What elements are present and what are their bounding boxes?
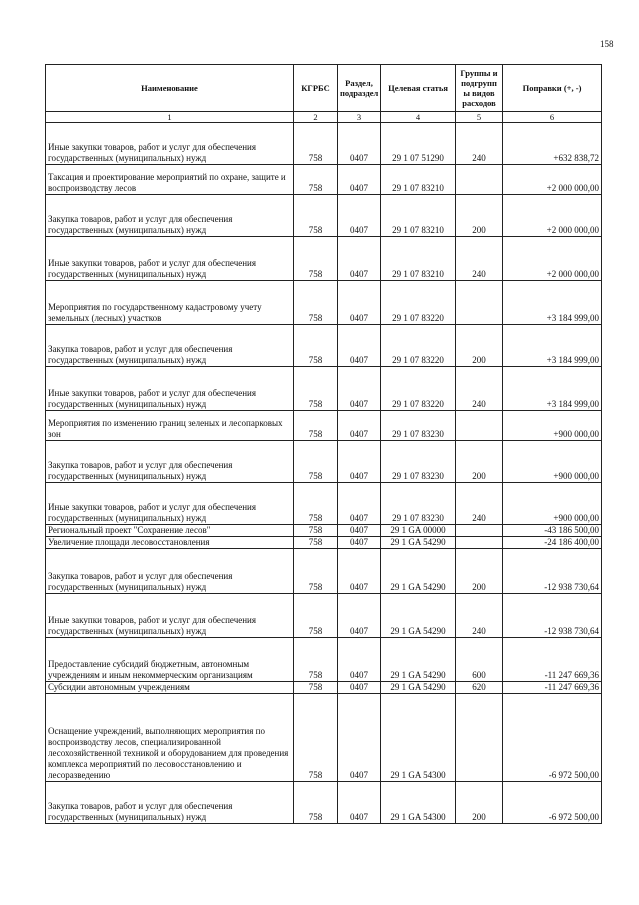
header-number: 4 [381, 112, 456, 123]
row-section: 0407 [338, 165, 381, 195]
row-kgrbs: 758 [294, 483, 338, 525]
row-group [456, 694, 503, 782]
row-amount: -12 938 730,64 [503, 594, 602, 638]
row-section: 0407 [338, 281, 381, 325]
row-group: 240 [456, 594, 503, 638]
row-kgrbs: 758 [294, 694, 338, 782]
row-target: 29 1 GA 54290 [381, 594, 456, 638]
row-amount: +3 184 999,00 [503, 325, 602, 367]
row-target: 29 1 07 83230 [381, 441, 456, 483]
table-row [46, 694, 602, 782]
row-amount: -43 186 500,00 [503, 525, 602, 537]
row-target: 29 1 07 83230 [381, 483, 456, 525]
row-amount: -6 972 500,00 [503, 694, 602, 782]
row-section: 0407 [338, 195, 381, 237]
row-kgrbs: 758 [294, 281, 338, 325]
row-group: 200 [456, 195, 503, 237]
row-kgrbs: 758 [294, 782, 338, 824]
header-number: 1 [46, 112, 294, 123]
row-target: 29 1 GA 54290 [381, 537, 456, 549]
row-section: 0407 [338, 682, 381, 694]
row-section: 0407 [338, 123, 381, 165]
row-target: 29 1 07 51290 [381, 123, 456, 165]
header-section: Раздел, подраздел [338, 65, 381, 112]
table-row [46, 123, 602, 165]
row-section: 0407 [338, 549, 381, 594]
row-name: Таксация и проектирование мероприятий по охране, защите и воспроизводству лесов [46, 165, 294, 195]
header-number: 3 [338, 112, 381, 123]
row-amount: +3 184 999,00 [503, 367, 602, 411]
row-section: 0407 [338, 537, 381, 549]
row-kgrbs: 758 [294, 549, 338, 594]
row-group: 200 [456, 782, 503, 824]
row-group: 200 [456, 325, 503, 367]
row-section: 0407 [338, 638, 381, 682]
row-section: 0407 [338, 441, 381, 483]
row-name: Субсидии автономным учреждениям [46, 682, 294, 694]
header-number: 6 [503, 112, 602, 123]
header-kgrbs: КГРБС [294, 65, 338, 112]
row-group [456, 525, 503, 537]
row-name: Иные закупки товаров, работ и услуг для обеспечения государственных (муниципальных) нужд [46, 483, 294, 525]
row-name: Региональный проект "Сохранение лесов" [46, 525, 294, 537]
row-name: Мероприятия по изменению границ зеленых и лесопарковых зон [46, 411, 294, 441]
table-row [46, 638, 602, 682]
row-group [456, 281, 503, 325]
table-row [46, 237, 602, 281]
row-target: 29 1 GA 54290 [381, 549, 456, 594]
row-kgrbs: 758 [294, 525, 338, 537]
row-target: 29 1 07 83220 [381, 281, 456, 325]
row-amount: -6 972 500,00 [503, 782, 602, 824]
row-group [456, 411, 503, 441]
table-row [46, 411, 602, 441]
row-section: 0407 [338, 483, 381, 525]
row-name: Иные закупки товаров, работ и услуг для обеспечения государственных (муниципальных) нужд [46, 237, 294, 281]
header-row [46, 65, 602, 112]
row-kgrbs: 758 [294, 594, 338, 638]
table-row [46, 165, 602, 195]
row-group: 200 [456, 549, 503, 594]
row-kgrbs: 758 [294, 123, 338, 165]
row-name: Мероприятия по государственному кадастровому учету земельных (лесных) участков [46, 281, 294, 325]
row-name: Оснащение учреждений, выполняющих мероприятия по воспроизводству лесов, специализированной лесохозяйственной техникой и оборудованием для проведения комплекса мероприятий по лесовосстановлению и лесоразведению [46, 694, 294, 782]
row-section: 0407 [338, 594, 381, 638]
row-amount: +900 000,00 [503, 411, 602, 441]
table-row [46, 325, 602, 367]
row-group: 240 [456, 123, 503, 165]
row-name: Предоставление субсидий бюджетным, автономным учреждениям и иным некоммерческим организациям [46, 638, 294, 682]
row-target: 29 1 07 83230 [381, 411, 456, 441]
row-amount: +2 000 000,00 [503, 165, 602, 195]
row-group: 240 [456, 367, 503, 411]
row-amount: +2 000 000,00 [503, 195, 602, 237]
row-kgrbs: 758 [294, 195, 338, 237]
row-name: Иные закупки товаров, работ и услуг для обеспечения государственных (муниципальных) нужд [46, 594, 294, 638]
table-row [46, 441, 602, 483]
row-group: 620 [456, 682, 503, 694]
row-group: 200 [456, 441, 503, 483]
row-amount: -24 186 400,00 [503, 537, 602, 549]
row-name: Закупка товаров, работ и услуг для обеспечения государственных (муниципальных) нужд [46, 195, 294, 237]
row-amount: +2 000 000,00 [503, 237, 602, 281]
header-number: 5 [456, 112, 503, 123]
header-target: Целевая статья [381, 65, 456, 112]
row-target: 29 1 GA 54300 [381, 694, 456, 782]
row-kgrbs: 758 [294, 441, 338, 483]
row-kgrbs: 758 [294, 638, 338, 682]
row-name: Закупка товаров, работ и услуг для обеспечения государственных (муниципальных) нужд [46, 441, 294, 483]
row-group [456, 537, 503, 549]
row-target: 29 1 07 83220 [381, 367, 456, 411]
row-name: Иные закупки товаров, работ и услуг для обеспечения государственных (муниципальных) нужд [46, 367, 294, 411]
row-amount: -11 247 669,36 [503, 682, 602, 694]
header-number: 2 [294, 112, 338, 123]
row-target: 29 1 07 83210 [381, 195, 456, 237]
row-kgrbs: 758 [294, 682, 338, 694]
table-row [46, 594, 602, 638]
row-name: Увеличение площади лесовосстановления [46, 537, 294, 549]
header-groups: Группы и подгрупп ы видов расходов [456, 65, 503, 112]
row-group: 240 [456, 483, 503, 525]
header-name: Наименование [46, 65, 294, 112]
table-row [46, 195, 602, 237]
header-amend: Поправки (+, -) [503, 65, 602, 112]
row-name: Закупка товаров, работ и услуг для обеспечения государственных (муниципальных) нужд [46, 549, 294, 594]
table-row [46, 549, 602, 594]
row-section: 0407 [338, 411, 381, 441]
row-kgrbs: 758 [294, 537, 338, 549]
row-amount: +3 184 999,00 [503, 281, 602, 325]
table-row [46, 537, 602, 549]
row-name: Закупка товаров, работ и услуг для обеспечения государственных (муниципальных) нужд [46, 325, 294, 367]
row-kgrbs: 758 [294, 325, 338, 367]
table-row [46, 525, 602, 537]
row-amount: +900 000,00 [503, 441, 602, 483]
row-name: Иные закупки товаров, работ и услуг для обеспечения государственных (муниципальных) нужд [46, 123, 294, 165]
table-row [46, 281, 602, 325]
row-amount: -12 938 730,64 [503, 549, 602, 594]
row-target: 29 1 07 83210 [381, 237, 456, 281]
row-kgrbs: 758 [294, 237, 338, 281]
row-amount: +632 838,72 [503, 123, 602, 165]
header-number-row [46, 112, 602, 123]
budget-amendments-table [45, 64, 602, 824]
row-section: 0407 [338, 325, 381, 367]
row-group: 600 [456, 638, 503, 682]
row-target: 29 1 07 83220 [381, 325, 456, 367]
row-section: 0407 [338, 367, 381, 411]
table-row [46, 483, 602, 525]
row-name: Закупка товаров, работ и услуг для обеспечения государственных (муниципальных) нужд [46, 782, 294, 824]
row-group: 240 [456, 237, 503, 281]
row-group [456, 165, 503, 195]
row-section: 0407 [338, 694, 381, 782]
page-number: 158 [600, 39, 614, 49]
row-target: 29 1 GA 00000 [381, 525, 456, 537]
table-row [46, 782, 602, 824]
row-section: 0407 [338, 525, 381, 537]
row-kgrbs: 758 [294, 411, 338, 441]
row-amount: +900 000,00 [503, 483, 602, 525]
row-section: 0407 [338, 782, 381, 824]
row-target: 29 1 07 83210 [381, 165, 456, 195]
row-kgrbs: 758 [294, 165, 338, 195]
table-row [46, 367, 602, 411]
row-amount: -11 247 669,36 [503, 638, 602, 682]
row-target: 29 1 GA 54290 [381, 638, 456, 682]
row-target: 29 1 GA 54290 [381, 682, 456, 694]
table-row [46, 682, 602, 694]
row-target: 29 1 GA 54300 [381, 782, 456, 824]
row-section: 0407 [338, 237, 381, 281]
row-kgrbs: 758 [294, 367, 338, 411]
